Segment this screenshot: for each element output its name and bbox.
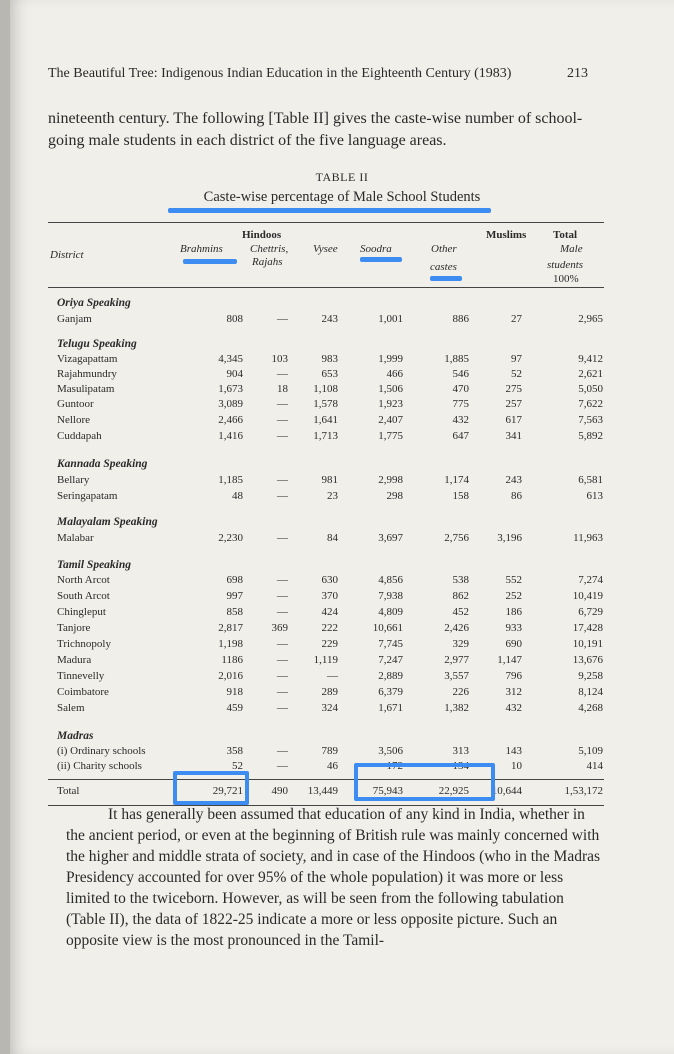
header-rajahs: Rajahs (252, 256, 283, 268)
group-heading: Madras (57, 730, 94, 742)
table-row: Vizagapattam 4,345 103 983 1,999 1,885 97 9,412 (57, 353, 603, 365)
group-heading: Oriya Speaking (57, 297, 131, 309)
header-other: Other (431, 243, 457, 255)
group-heading: Kannada Speaking (57, 458, 148, 470)
soodra-highlight-underline (360, 257, 402, 262)
table-row: Rajahmundry 904 — 653 466 546 52 2,621 (57, 368, 603, 380)
intro-paragraph: nineteenth century. The following [Table II] gives the caste-wise number of school-going male students in each district of the five language areas. (48, 110, 583, 149)
header-district: District (50, 249, 84, 261)
body-paragraph: It has generally been assumed that education of any kind in India, whether in the ancient period, or even at the beginning of British rule was mainly concerned with the higher and middle strata of society, and in case of the Hindoos (who in the Madras Presidency accounted for over 95% of the whole population) it was more or less limited to the twiceborn. However, as will be seen from the following tabulation (Table II), the data of 1822-25 indicate a more or less opposite picture. Such an opposite view is the most pronounced in the Tamil- (66, 806, 601, 949)
group-heading: Telugu Speaking (57, 338, 137, 350)
table-row: Trichnopoly 1,198 — 229 7,745 329 690 10,191 (57, 638, 603, 650)
table-row: Madura 1186 — 1,119 7,247 2,977 1,147 13,676 (57, 654, 603, 666)
header-male: Male (560, 243, 583, 255)
table-row: (i) Ordinary schools 358 — 789 3,506 313 143 5,109 (57, 745, 603, 757)
table-row: Malabar 2,230 — 84 3,697 2,756 3,196 11,963 (57, 532, 603, 544)
running-title: The Beautiful Tree: Indigenous Indian Education in the Eighteenth Century (1983) (48, 66, 512, 81)
total-top-rule (48, 779, 604, 780)
running-header (48, 66, 588, 82)
table-row: Cuddapah 1,416 — 1,713 1,775 647 341 5,892 (57, 430, 603, 442)
group-heading: Malayalam Speaking (57, 516, 158, 528)
header-100pct: 100% (553, 273, 579, 285)
header-vysee: Vysee (313, 243, 338, 255)
header-chettris: Chettris, (250, 243, 289, 255)
table-total-row: Total 29,721 490 13,449 75,943 22,925 10,644 1,53,172 (57, 785, 603, 797)
group-heading: Tamil Speaking (57, 559, 132, 571)
table-row: Tanjore 2,817 369 222 10,661 2,426 933 17,428 (57, 622, 603, 634)
header-total: Total (553, 229, 578, 241)
table-row: Tinnevelly 2,016 — — 2,889 3,557 796 9,258 (57, 670, 603, 682)
table-top-rule (48, 222, 604, 223)
header-castes: castes (430, 261, 457, 273)
table-label: TABLE II (315, 170, 369, 184)
table-row: (ii) Charity schools 52 — 46 172 134 10 414 (57, 760, 603, 772)
table-title: Caste-wise percentage of Male School Students (203, 189, 481, 205)
table-row: Coimbatore 918 — 289 6,379 226 312 8,124 (57, 686, 603, 698)
header-students: students (547, 259, 584, 271)
soodra-other-total-highlight-box (354, 763, 495, 801)
table-header-rule (48, 287, 604, 288)
header-muslims: Muslims (486, 229, 527, 241)
table-row: Bellary 1,185 — 981 2,998 1,174 243 6,581 (57, 474, 603, 486)
table-row: Masulipatam 1,673 18 1,108 1,506 470 275 5,050 (57, 383, 603, 395)
other-castes-highlight-underline (430, 276, 462, 281)
table-row: Ganjam 808 — 243 1,001 886 27 2,965 (57, 313, 603, 325)
header-hindoos: Hindoos (242, 229, 282, 241)
brahmins-highlight-underline (183, 259, 237, 264)
table-row: Seringapatam 48 — 23 298 158 86 613 (57, 490, 603, 502)
brahmins-total-highlight-box (173, 771, 249, 805)
book-page (10, 0, 674, 1054)
table-row: Guntoor 3,089 — 1,578 1,923 775 257 7,622 (57, 398, 603, 410)
table-row: Nellore 2,466 — 1,641 2,407 432 617 7,563 (57, 414, 603, 426)
header-brahmins: Brahmins (180, 243, 223, 255)
table-row: North Arcot 698 — 630 4,856 538 552 7,274 (57, 574, 603, 586)
table-row: Salem 459 — 324 1,671 1,382 432 4,268 (57, 702, 603, 714)
header-soodra: Soodra (360, 243, 392, 255)
page-number: 213 (567, 66, 588, 81)
title-highlight-underline (168, 208, 491, 213)
table-row: Chingleput 858 — 424 4,809 452 186 6,729 (57, 606, 603, 618)
table-row: South Arcot 997 — 370 7,938 862 252 10,419 (57, 590, 603, 602)
